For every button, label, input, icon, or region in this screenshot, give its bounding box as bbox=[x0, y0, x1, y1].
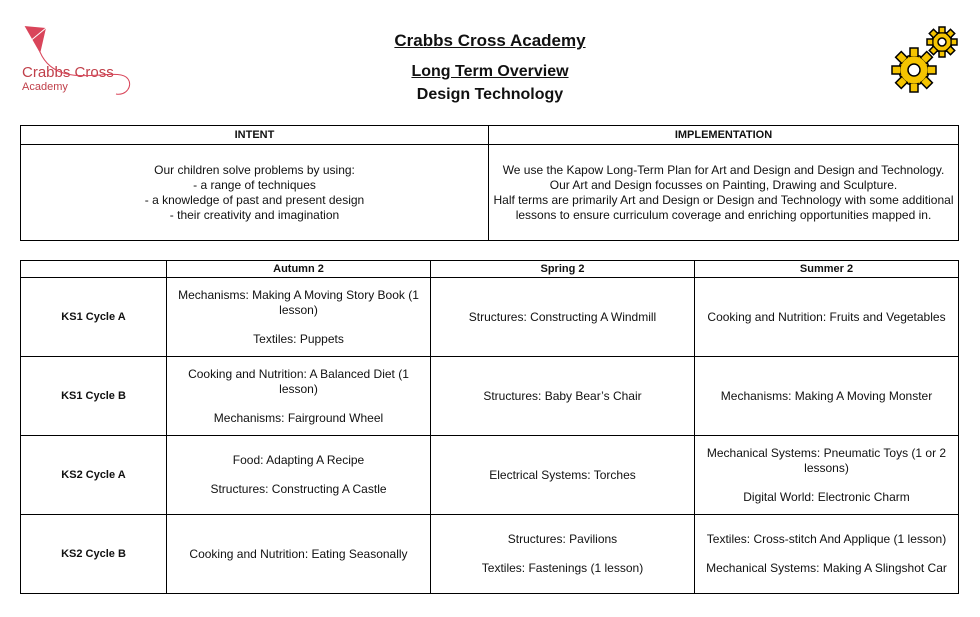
unit-text: Cooking and Nutrition: Eating Seasonally bbox=[189, 546, 408, 561]
spring-cell bbox=[431, 436, 695, 515]
logo-name: Crabbs Cross bbox=[22, 64, 114, 81]
row-label: KS2 Cycle A bbox=[21, 436, 167, 515]
gears-icon bbox=[890, 26, 960, 96]
spring-cell bbox=[431, 515, 695, 594]
intent-line: - a knowledge of past and present design bbox=[144, 192, 365, 207]
implementation-line: Our Art and Design focusses on Painting, Drawing and Sculpture. bbox=[549, 177, 898, 192]
intent-line: - a range of techniques bbox=[193, 177, 316, 192]
unit-text: Cooking and Nutrition: A Balanced Diet (1 lesson) bbox=[188, 366, 409, 396]
unit-text: Structures: Baby Bear’s Chair bbox=[483, 388, 642, 403]
intent-header: INTENT bbox=[21, 126, 489, 145]
spring-cell bbox=[431, 357, 695, 436]
table-row bbox=[21, 436, 959, 515]
summer-cell bbox=[695, 278, 959, 357]
spring-cell bbox=[431, 278, 695, 357]
implementation-line: Half terms are primarily Art and Design or Design and Technology with some additional lessons to ensure curriculum coverage and enriching opportunities mapped in. bbox=[493, 192, 954, 222]
column-header-summer: Summer 2 bbox=[695, 261, 959, 278]
unit-text: Digital World: Electronic Charm bbox=[743, 489, 910, 504]
autumn-cell bbox=[167, 357, 431, 436]
unit-text: Structures: Constructing A Windmill bbox=[468, 309, 657, 324]
unit-text: Electrical Systems: Torches bbox=[489, 467, 636, 482]
intent-implementation-table bbox=[20, 125, 959, 241]
intent-cell bbox=[21, 145, 489, 241]
unit-text: Textiles: Cross-stitch And Applique (1 lesson) bbox=[706, 532, 947, 546]
autumn-cell bbox=[167, 436, 431, 515]
column-header-autumn: Autumn 2 bbox=[167, 261, 431, 278]
logo-subtitle: Academy bbox=[22, 81, 68, 93]
unit-text: Food: Adapting A Recipe bbox=[232, 453, 365, 467]
unit-text: Cooking and Nutrition: Fruits and Vegetables bbox=[707, 309, 946, 324]
autumn-cell bbox=[167, 515, 431, 594]
row-label: KS1 Cycle B bbox=[21, 357, 167, 436]
subject-title: Design Technology bbox=[416, 86, 564, 103]
summer-cell bbox=[695, 357, 959, 436]
column-header-spring: Spring 2 bbox=[431, 261, 695, 278]
implementation-line: We use the Kapow Long-Term Plan for Art and Design and Design and Technology. bbox=[502, 162, 945, 177]
long-term-plan-table bbox=[20, 260, 959, 594]
table-row bbox=[21, 515, 959, 594]
page-title: Long Term Overview bbox=[411, 63, 569, 80]
school-logo bbox=[18, 24, 138, 100]
unit-text: Textiles: Fastenings (1 lesson) bbox=[481, 561, 644, 575]
row-label: KS2 Cycle B bbox=[21, 515, 167, 594]
table-row bbox=[21, 357, 959, 436]
summer-cell bbox=[695, 436, 959, 515]
row-label: KS1 Cycle A bbox=[21, 278, 167, 357]
implementation-header: IMPLEMENTATION bbox=[489, 126, 959, 145]
unit-text: Mechanical Systems: Pneumatic Toys (1 or 2 lessons) bbox=[706, 445, 947, 475]
summer-cell bbox=[695, 515, 959, 594]
unit-text: Mechanisms: Making A Moving Monster bbox=[720, 388, 933, 403]
unit-text: Structures: Pavilions bbox=[507, 532, 618, 546]
intent-line: - their creativity and imagination bbox=[169, 207, 340, 222]
autumn-cell bbox=[167, 278, 431, 357]
table-row bbox=[21, 278, 959, 357]
school-name: Crabbs Cross Academy bbox=[394, 31, 586, 50]
unit-text: Mechanisms: Making A Moving Story Book (1 lesson) bbox=[178, 287, 419, 317]
unit-text: Textiles: Puppets bbox=[253, 331, 344, 346]
logo-swoosh bbox=[18, 24, 138, 100]
corner-header bbox=[21, 261, 167, 278]
intent-line: Our children solve problems by using: bbox=[154, 162, 355, 177]
unit-text: Mechanical Systems: Making A Slingshot Car bbox=[706, 561, 947, 575]
unit-text: Mechanisms: Fairground Wheel bbox=[213, 410, 384, 425]
unit-text: Structures: Constructing A Castle bbox=[210, 482, 387, 496]
implementation-cell bbox=[489, 145, 959, 241]
